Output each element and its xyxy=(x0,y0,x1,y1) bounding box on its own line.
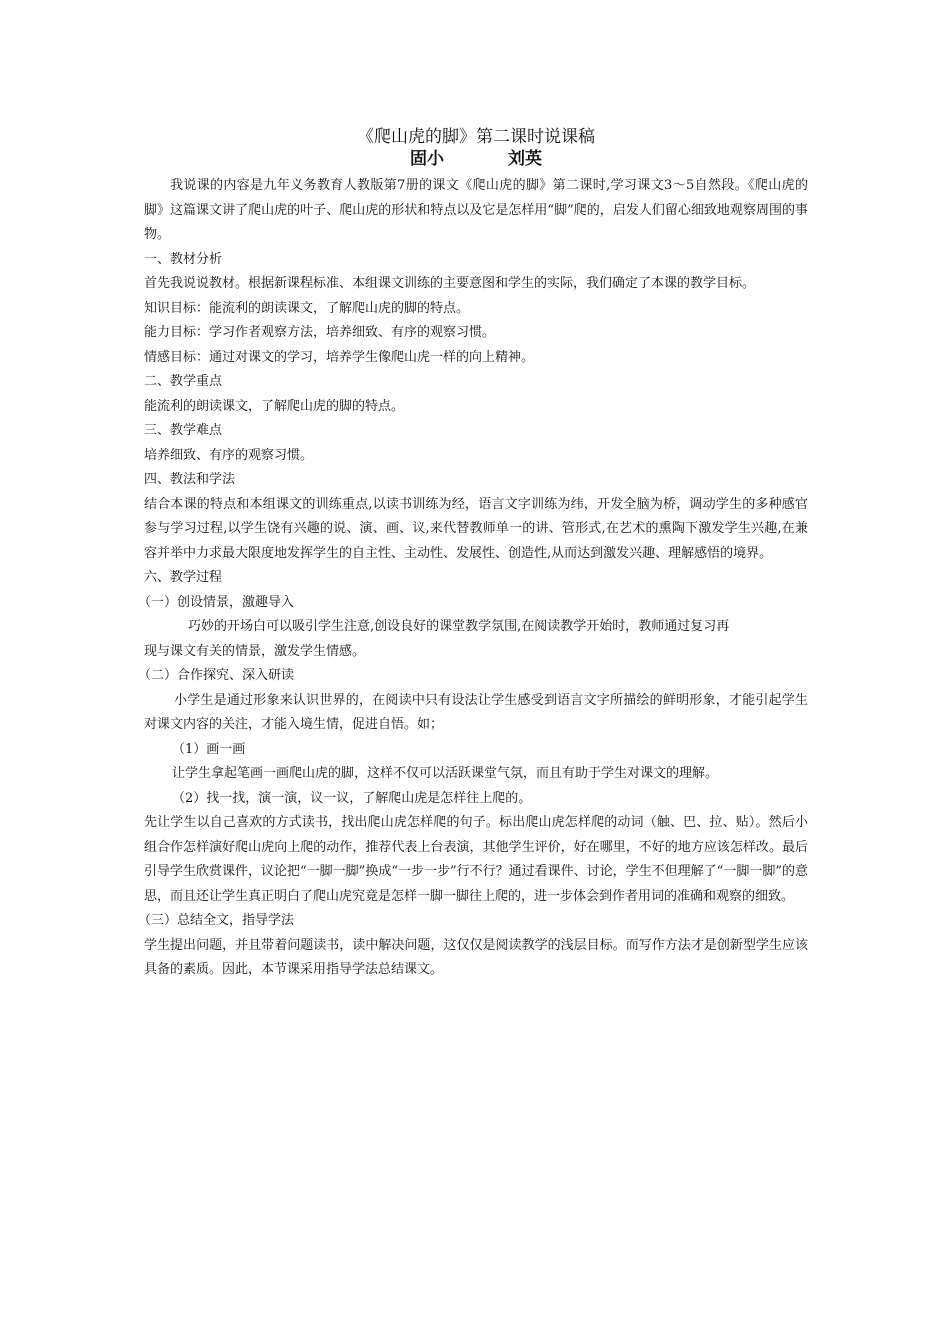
section-heading-difficulty: 三、教学难点 xyxy=(144,423,223,438)
section-heading-focus: 二、教学重点 xyxy=(144,374,223,389)
paragraph: 学生提出问题，并且带着问题读书，读中解决问题，这仅仅是阅读教学的浅层目标。而写作方法才是创新型学生应该具备的素质。因此，本节课采用指导学法总结课文。 xyxy=(144,937,808,977)
paragraph: 情感目标：通过对课文的学习，培养学生像爬山虎一样的向上精神。 xyxy=(144,349,535,365)
author-name: 刘英 xyxy=(508,149,542,169)
section-heading-methods: 四、教法和学法 xyxy=(144,472,236,487)
paragraph: 巧妙的开场白可以吸引学生注意,创设良好的课堂教学氛围,在阅读教学开始时，教师通过复习再 xyxy=(188,619,730,634)
subsection-heading: （一）创设情景，激趣导入 xyxy=(138,594,295,610)
paragraph: 能流利的朗读课文，了解爬山虎的脚的特点。 xyxy=(144,398,405,414)
paragraph: 培养细致、有序的观察习惯。 xyxy=(144,447,314,463)
paragraph: 先让学生以自己喜欢的方式读书，找出爬山虎怎样爬的句子。标出爬山虎怎样爬的动词（触、巴、拉、贴）。然后小组合作怎样演好爬山虎向上爬的动作，推荐代表上台表演，其他学生评价，好在哪里，不好的地方应该怎样改。最后引导学生欣赏课件，议论把“一脚一脚”换成“一步一步”行不行？通过看课件、讨论，学生不但理解了“一脚一脚”的意思，而且还让学生真正明白了爬山虎究竟是怎样一脚一脚往上爬的，进一步体会到作者用词的准确和观察的细致。 xyxy=(144,815,808,904)
paragraph: 让学生拿起笔画一画爬山虎的脚，这样不仅可以活跃课堂气氛，而且有助于学生对课文的理解。 xyxy=(172,766,719,781)
paragraph: 首先我说说教材。根据新课程标准、本组课文训练的主要意图和学生的实际，我们确定了本课的教学目标。 xyxy=(144,276,756,291)
paragraph: 能力目标：学习作者观察方法，培养细致、有序的观察习惯。 xyxy=(144,325,496,340)
author-line xyxy=(144,148,808,170)
author-school: 固小 xyxy=(410,149,444,169)
section-heading-materials: 一、教材分析 xyxy=(144,251,223,267)
paragraph: 知识目标：能流利的朗读课文，了解爬山虎的脚的特点。 xyxy=(144,300,470,316)
intro-paragraph: 我说课的内容是九年义务教育人教版第7册的课文《爬山虎的脚》第二课时,学习课文3～5自然段。《爬山虎的脚》这篇课文讲了爬山虎的叶子、爬山虎的形状和特点以及它是怎样用“脚”爬的，启发人们留心细致地观察周围的事物。 xyxy=(144,178,808,242)
list-item-heading: （2）找一找，演一演，议一议，了解爬山虎是怎样往上爬的。 xyxy=(172,790,532,806)
paragraph: 小学生是通过形象来认识世界的，在阅读中只有设法让学生感受到语言文字所描绘的鲜明形象，才能引起学生对课文内容的关注，才能入境生情，促进自悟。如； xyxy=(144,692,808,732)
document-page xyxy=(138,126,808,983)
subsection-heading: （三）总结全文，指导学法 xyxy=(138,913,295,928)
section-heading-process: 六、教学过程 xyxy=(144,570,223,585)
paragraph: 结合本课的特点和本组课文的训练重点,以读书训练为经，语言文字训练为纬，开发全脑为桥，调动学生的多种感官参与学习过程,以学生饶有兴趣的说、演、画、议,来代替教师单一的讲、管形式,在艺术的熏陶下激发学生兴趣,在兼容并举中力求最大限度地发挥学生的自主性、主动性、发展性、创造性,从而达到激发兴趣、理解感悟的境界。 xyxy=(144,496,808,561)
paragraph: 现与课文有关的情景，激发学生情感。 xyxy=(144,643,366,659)
page-title: 《爬山虎的脚》第二课时说课稿 xyxy=(357,127,595,147)
list-item-heading: （1）画一画 xyxy=(172,741,246,757)
subsection-heading: （二）合作探究、深入研读 xyxy=(138,668,295,683)
